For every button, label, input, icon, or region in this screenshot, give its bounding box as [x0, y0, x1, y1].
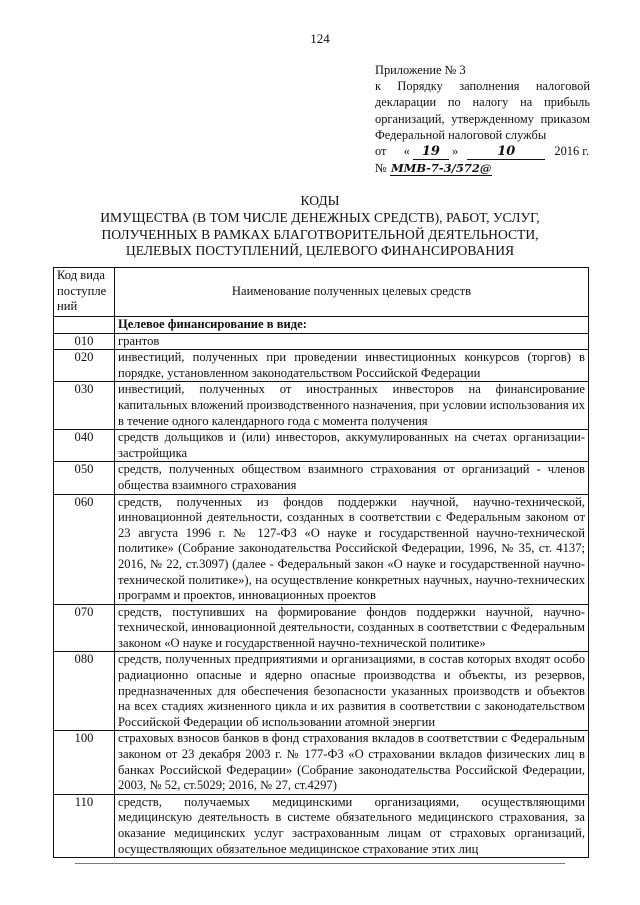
- table-row: [54, 350, 589, 382]
- table-row: [54, 462, 589, 494]
- row-text: средств дольщиков и (или) инвесторов, аккумулированных на счетах организации-застройщика: [115, 430, 589, 462]
- table-row: [54, 604, 589, 652]
- table-row: [54, 430, 589, 462]
- row-code: 020: [54, 350, 115, 382]
- section-row: [54, 317, 589, 334]
- number-prefix: №: [375, 161, 387, 176]
- appendix-date-line: от « 19 » 10 2016 г.: [375, 144, 590, 160]
- row-code: 070: [54, 604, 115, 652]
- appendix-line-2: декларации по налогу на прибыль: [375, 95, 590, 110]
- title-line-2: ИМУЩЕСТВА (В ТОМ ЧИСЛЕ ДЕНЕЖНЫХ СРЕДСТВ), РАБОТ, УСЛУГ,: [100, 209, 540, 225]
- order-number: ММВ-7-3/572@: [390, 161, 492, 176]
- codes-table: [53, 267, 589, 858]
- row-text: инвестиций, полученных от иностранных инвесторов на финансирование капитальных вложений производственного назначения, при условии использования их в течение одного календарного года с момента получения: [115, 382, 589, 430]
- date-year: 2016 г.: [554, 144, 590, 159]
- row-code: 100: [54, 731, 115, 794]
- title-line-3: ПОЛУЧЕННЫХ В РАМКАХ БЛАГОТВОРИТЕЛЬНОЙ ДЕЯТЕЛЬНОСТИ,: [101, 226, 539, 242]
- date-prefix: от: [375, 144, 387, 159]
- table-row: [54, 333, 589, 350]
- table-header-row: [54, 268, 589, 317]
- table-row: [54, 652, 589, 731]
- table-row: [54, 382, 589, 430]
- row-text: средств, полученных предприятиями и организациями, в состав которых входят особо радиационно опасные и ядерно опасные производства и объекты, из резервов, предназначенных для обеспечения безопасности указанных производств и объектов на всех стадиях жизненного цикла и их развития в соответствии с законодательством Российской Федерации об использовании атомной энергии: [115, 652, 589, 731]
- table-row: [54, 731, 589, 794]
- row-text: средств, полученных из фондов поддержки научной, научно-технической, инновационной деятельности, созданных в соответствии с Федеральным законом от 23 августа 1996 г. № 127-ФЗ «О науке и государственной научно-технической политике» (Собрание законодательства Российской Федерации, 1996, № 35, ст. 4137; 2016, № 22, ст.3097) (далее - Федеральный закон «О науке и государственной научно-технической политике»), на осуществление конкретных научных, научно-технических программ и проектов, инновационных проектов: [115, 494, 589, 604]
- table-row: [54, 494, 589, 604]
- document-title: [60, 193, 580, 260]
- date-month: 10: [467, 145, 545, 160]
- appendix-line-3: организаций, утвержденному приказом: [375, 111, 590, 126]
- row-text: средств, получаемых медицинскими организациями, осуществляющими медицинскую деятельность в системе обязательного медицинского страхования, за оказание медицинских услуг застрахованным лицам от страховых организаций, осуществляющих обязательное медицинское страхование этих лиц: [115, 794, 589, 857]
- section-code-cell: [54, 317, 115, 334]
- title-line-4: ЦЕЛЕВЫХ ПОСТУПЛЕНИЙ, ЦЕЛЕВОГО ФИНАНСИРОВАНИЯ: [125, 243, 515, 259]
- row-code: 060: [54, 494, 115, 604]
- page-number: 124: [310, 31, 330, 46]
- table-row: [54, 794, 589, 857]
- row-code: 030: [54, 382, 115, 430]
- row-code: 050: [54, 462, 115, 494]
- appendix-line-4: Федеральной налоговой службы: [375, 127, 547, 142]
- row-code: 040: [54, 430, 115, 462]
- row-code: 110: [54, 794, 115, 857]
- header-name: Наименование полученных целевых средств: [115, 268, 589, 317]
- row-text: инвестиций, полученных при проведении инвестиционных конкурсов (торгов) в порядке, установленном законодательством Российской Федерации: [115, 350, 589, 382]
- row-text: средств, полученных обществом взаимного страхования от организаций - членов общества взаимного страхования: [115, 462, 589, 494]
- appendix-number-line: [375, 160, 590, 176]
- row-text: грантов: [115, 333, 589, 350]
- row-text: средств, поступивших на формирование фондов поддержки научной, научно-технической, инновационной деятельности, созданных в соответствии с Федеральным законом «О науке и государственной научно-технической политике»: [115, 604, 589, 652]
- scan-edge-line: [75, 863, 565, 864]
- appendix-title: Приложение № 3: [375, 63, 466, 77]
- date-day: 19: [413, 145, 449, 160]
- appendix-block: [375, 62, 590, 176]
- title-line-1: КОДЫ: [300, 193, 340, 208]
- row-code: 010: [54, 333, 115, 350]
- header-code: Код вида поступле ний: [54, 268, 115, 317]
- row-code: 080: [54, 652, 115, 731]
- row-text: страховых взносов банков в фонд страхования вкладов в соответствии с Федеральным законом от 23 декабря 2003 г. № 177-ФЗ «О страховании вкладов физических лиц в банках Российской Федерации» (Собрание законодательства Российской Федерации, 2003, № 52, ст.5029; 2016, № 27, ст.4297): [115, 731, 589, 794]
- section-title: Целевое финансирование в виде:: [115, 317, 589, 334]
- appendix-line-1: к Порядку заполнения налоговой: [375, 79, 590, 94]
